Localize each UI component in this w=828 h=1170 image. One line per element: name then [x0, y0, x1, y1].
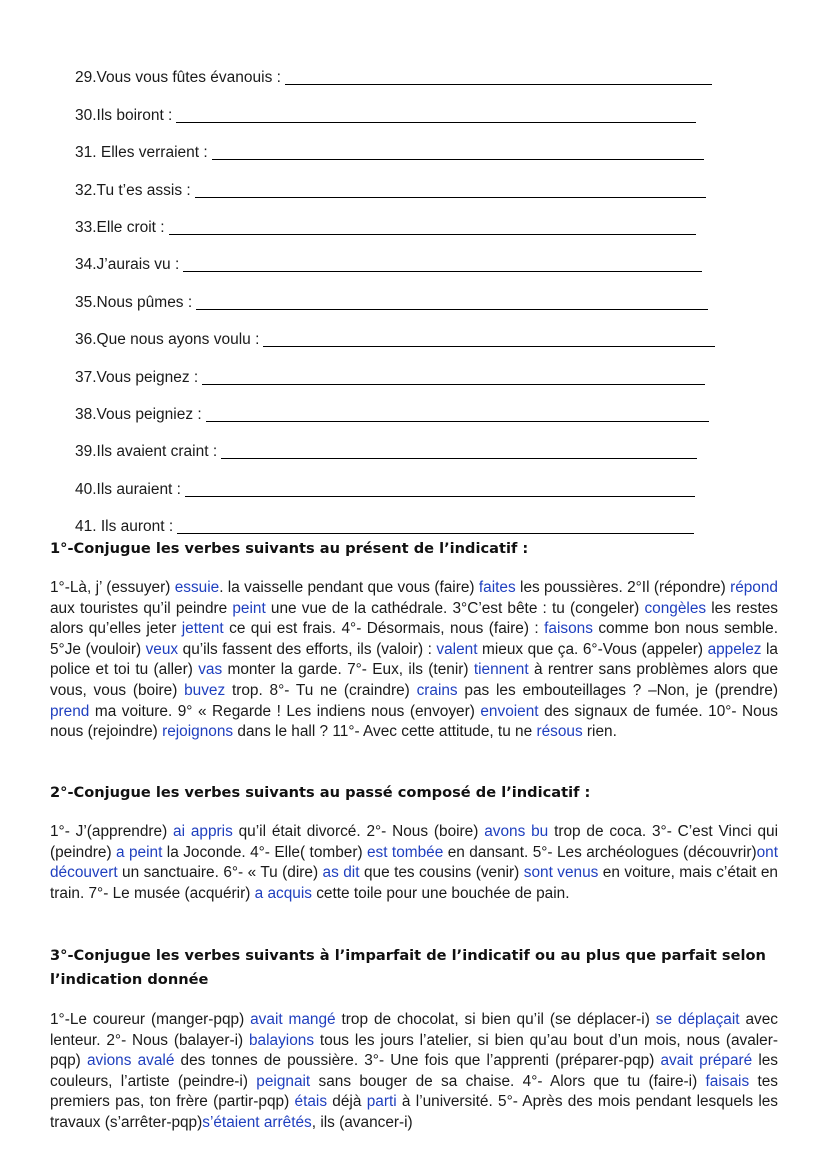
filled-answer: avons bu [484, 823, 549, 840]
filled-answer: crains [416, 681, 458, 699]
section-2-title: 2°-Conjugue les verbes suivants au passé composé de l’indicatif : [50, 784, 591, 801]
filled-answer: avions avalé [86, 1052, 175, 1070]
exercise-text: avec lenteur. 2°- Nous (balayer-i) [50, 1011, 778, 1049]
filled-answer: envoient [480, 702, 539, 720]
conjugation-line-list [75, 50, 735, 536]
exercise-text: en dansant. 5°- Les archéologues (découvrir) [443, 843, 757, 861]
filled-answer: prend [50, 702, 90, 720]
filled-answer: ai appris [173, 823, 233, 840]
filled-answer: valent [436, 640, 478, 658]
conjugation-line [75, 200, 735, 237]
answer-blank-line[interactable] [202, 383, 705, 385]
exercise-text: des signaux de fumée. 10°- Nous nous (rejoindre) [50, 702, 778, 741]
conjugation-prompt: 32.Tu t’es assis : [75, 181, 191, 199]
exercise-text: pas les embouteillages ? –Non, je (prendre) [457, 681, 778, 699]
conjugation-prompt: 38.Vous peigniez : [75, 405, 202, 423]
section-2-paragraph [50, 822, 778, 904]
exercise-text: la police et toi tu (aller) [50, 640, 778, 679]
conjugation-prompt: 40.Ils auraient : [75, 480, 181, 498]
exercise-text: qu’ils fassent des efforts, ils (valoir) : [178, 640, 437, 658]
filled-answer: congèles [644, 599, 707, 617]
filled-answer: vas [198, 661, 223, 679]
answer-blank-line[interactable] [263, 345, 715, 347]
conjugation-line [75, 499, 735, 536]
conjugation-prompt: 41. Ils auront : [75, 518, 174, 536]
filled-answer: répond [730, 579, 778, 596]
answer-blank-line[interactable] [195, 196, 706, 198]
exercise-text: comme bon nous semble. 5°Je (vouloir) [50, 620, 778, 658]
conjugation-prompt: 39.Ils avaient craint : [75, 443, 218, 461]
exercise-text: une vue de la cathédrale. 3°C’est bête : tu (congeler) [265, 599, 645, 617]
exercise-text: . la vaisselle pendant que vous (faire) [219, 579, 479, 596]
answer-blank-line[interactable] [185, 495, 695, 497]
filled-answer: buvez [184, 681, 226, 699]
filled-answer: faisons [544, 620, 593, 638]
exercise-text: à rentrer sans problèmes alors que vous, vous (boire) [50, 661, 779, 699]
filled-answer: étais [294, 1093, 328, 1111]
exercise-text: trop. 8°- Tu ne (craindre) [225, 681, 417, 699]
exercise-text: cette toile pour une bouchée de pain. [311, 884, 570, 902]
filled-answer: faites [478, 579, 516, 596]
exercise-text: tous les jours l’atelier, si bien qu’au bout d’un mois, nous (avaler-pqp) [50, 1031, 778, 1070]
exercise-text: à l’université. 5°- Après des mois pendant lesquels les travaux (s’arrêter-pqp) [50, 1093, 778, 1131]
conjugation-line [75, 162, 735, 199]
conjugation-prompt: 30.Ils boiront : [75, 106, 173, 124]
filled-answer: peint [232, 599, 266, 617]
filled-answer: balayions [249, 1031, 315, 1049]
exercise-text: sans bouger de sa chaise. 4°- Alors que tu (faire-i) [310, 1072, 706, 1090]
exercise-text: trop de coca. 3°- C’est Vinci qui (peindre) [50, 823, 778, 861]
filled-answer: jettent [181, 620, 224, 638]
filled-answer: as dit [322, 864, 360, 882]
exercise-text: trop de chocolat, si bien qu’il (se déplacer-i) [335, 1011, 656, 1028]
filled-answer: a peint [116, 843, 163, 861]
conjugation-line [75, 237, 735, 274]
exercise-text: mieux que ça. 6°-Vous (appeler) [477, 640, 708, 658]
exercise-text: , ils (avancer-i) [311, 1113, 413, 1131]
answer-blank-line[interactable] [221, 457, 697, 459]
filled-answer: a acquis [254, 884, 312, 902]
exercise-text: en voiture, mais c’était en train. 7°- Le musée (acquérir) [50, 864, 778, 902]
exercise-text: que tes cousins (venir) [359, 864, 524, 882]
exercise-text: aux touristes qu’il peindre [50, 599, 233, 617]
answer-blank-line[interactable] [285, 83, 712, 85]
filled-answer: ont découvert [50, 843, 778, 882]
conjugation-prompt: 29.Vous vous fûtes évanouis : [75, 69, 281, 87]
answer-blank-line[interactable] [177, 532, 694, 534]
filled-answer: sont venus [523, 864, 599, 882]
filled-answer: faisais [705, 1072, 750, 1090]
conjugation-line [75, 424, 735, 461]
exercise-text: monter la garde. 7°- Eux, ils (tenir) [222, 661, 474, 679]
exercise-text: tes premiers pas, ton frère (partir-pqp) [50, 1072, 778, 1111]
filled-answer: s’étaient arrêtés [202, 1113, 312, 1131]
exercise-text: dans le hall ? 11°- Avec cette attitude, tu ne [233, 723, 537, 741]
conjugation-prompt: 35.Nous pûmes : [75, 293, 193, 311]
conjugation-prompt: 33.Elle croit : [75, 218, 165, 236]
exercise-text: les couleurs, l’artiste (peindre-i) [50, 1052, 779, 1090]
exercise-text: ce qui est frais. 4°- Désormais, nous (faire) : [223, 620, 545, 638]
conjugation-line [75, 312, 735, 349]
filled-answer: parti [366, 1093, 397, 1111]
answer-blank-line[interactable] [212, 158, 704, 160]
answer-blank-line[interactable] [169, 233, 696, 235]
conjugation-line [75, 387, 735, 424]
conjugation-prompt: 37.Vous peignez : [75, 368, 199, 386]
conjugation-line [75, 50, 735, 87]
filled-answer: essuie [174, 579, 220, 596]
filled-answer: tiennent [473, 661, 529, 679]
answer-blank-line[interactable] [206, 420, 709, 422]
filled-answer: résous [536, 723, 583, 741]
filled-answer: est tombée [366, 843, 444, 861]
exercise-text: qu’il était divorcé. 2°- Nous (boire) [232, 823, 485, 840]
filled-answer: rejoignons [162, 723, 234, 741]
answer-blank-line[interactable] [196, 308, 708, 310]
exercise-text: la Joconde. 4°- Elle( tomber) [162, 843, 367, 861]
exercise-text: 1°-Là, j’ (essuyer) [50, 579, 175, 596]
filled-answer: avait mangé [250, 1011, 336, 1028]
section-3-title: 3°-Conjugue les verbes suivants à l’imparfait de l’indicatif ou au plus que parfait selon l’indication donnée [50, 947, 766, 988]
exercise-text: les restes alors qu’elles jeter [50, 599, 778, 638]
conjugation-line [75, 461, 735, 498]
exercise-text: 1°- J’(apprendre) [50, 823, 174, 840]
section-3-paragraph [50, 1010, 778, 1134]
filled-answer: avait préparé [660, 1052, 753, 1070]
conjugation-line [75, 87, 735, 124]
conjugation-line [75, 274, 735, 311]
answer-blank-line[interactable] [176, 121, 696, 123]
conjugation-prompt: 34.J’aurais vu : [75, 256, 180, 274]
conjugation-line [75, 349, 735, 386]
exercise-text: un sanctuaire. 6°- « Tu (dire) [117, 864, 323, 882]
section-1-paragraph [50, 578, 778, 743]
exercise-text: les poussières. 2°Il (répondre) [515, 579, 731, 596]
conjugation-prompt: 36.Que nous ayons voulu : [75, 331, 260, 349]
exercise-text: rien. [582, 723, 617, 741]
exercise-text: déjà [327, 1093, 367, 1111]
section-1-title: 1°-Conjugue les verbes suivants au présent de l’indicatif : [50, 540, 529, 557]
conjugation-line [75, 125, 735, 162]
exercise-text: 1°-Le coureur (manger-pqp) [50, 1011, 251, 1028]
answer-blank-line[interactable] [183, 270, 702, 272]
conjugation-prompt: 31. Elles verraient : [75, 144, 208, 162]
exercise-text: ma voiture. 9° « Regarde ! Les indiens nous (envoyer) [89, 702, 481, 720]
filled-answer: veux [145, 640, 179, 658]
filled-answer: appelez [707, 640, 762, 658]
filled-answer: se déplaçait [655, 1011, 740, 1028]
exercise-text: des tonnes de poussière. 3°- Une fois que l’apprenti (préparer-pqp) [174, 1052, 661, 1070]
filled-answer: peignait [256, 1072, 311, 1090]
